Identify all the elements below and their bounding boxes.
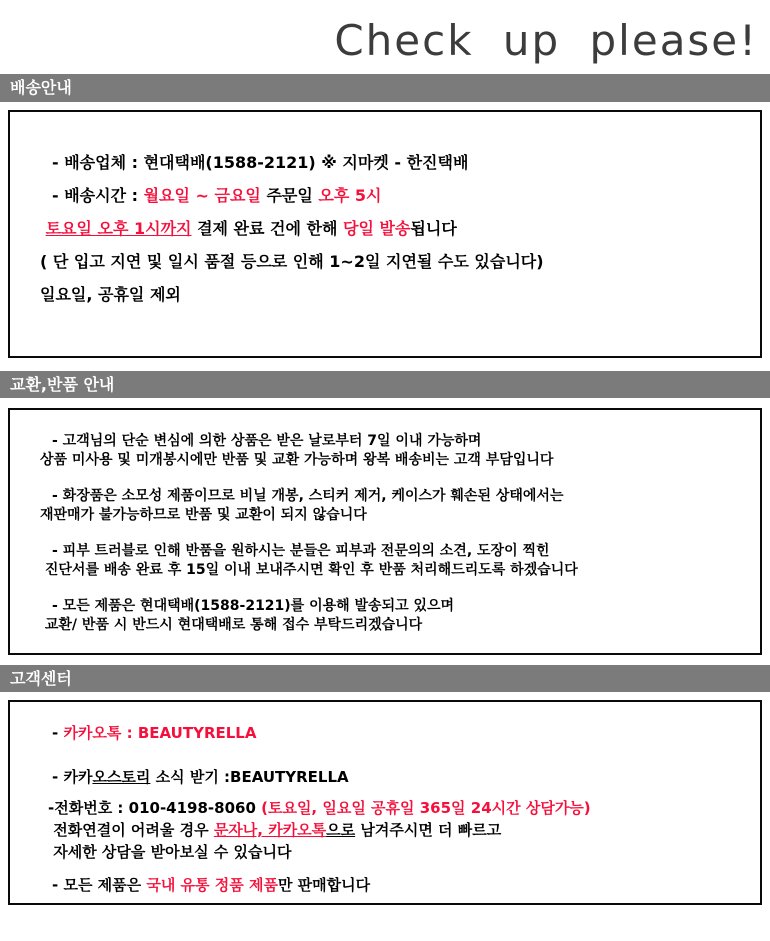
text-segment: 오스토리 — [92, 768, 151, 786]
paragraph — [40, 212, 744, 245]
text-line — [40, 432, 744, 451]
section-header-customer-center: 고객센터 — [0, 665, 770, 692]
text-segment: 자세한 상담을 받아보실 수 있습니다 — [48, 843, 292, 861]
text-segment: 토요일 오후 1시까지 — [45, 219, 192, 238]
paragraph — [40, 487, 744, 525]
paragraph — [48, 766, 744, 788]
text-segment: 교환/ 반품 시 반드시 현대택배로 통해 접수 부탁드리겠습니다 — [40, 617, 423, 633]
text-segment: 전화연결이 어려울 경우 — [48, 821, 214, 839]
text-segment: 월요일 ~ 금요일 — [143, 186, 261, 205]
text-segment: - 모든 제품은 — [52, 876, 147, 894]
text-segment: 결제 완료 건에 한해 — [191, 219, 343, 238]
text-line — [40, 278, 744, 311]
exchange-return-info-box — [8, 408, 762, 655]
section-header-shipping-info: 배송안내 — [0, 74, 770, 102]
text-line — [40, 561, 744, 580]
text-segment: 일요일, 공휴일 제외 — [40, 285, 181, 304]
paragraph — [40, 146, 744, 179]
text-segment: 주문일 — [260, 186, 319, 205]
text-segment: 됩니다 — [410, 219, 457, 238]
text-line — [48, 766, 744, 788]
text-segment: (토요일, 일요일 공휴일 365일 24시간 상담가능) — [261, 799, 591, 817]
text-line — [40, 245, 744, 278]
text-line — [48, 874, 744, 896]
paragraph — [48, 797, 744, 863]
text-segment: - — [52, 724, 64, 742]
text-line — [48, 797, 744, 819]
text-segment: 남겨주시면 더 빠르고 — [355, 821, 502, 839]
text-line — [40, 597, 744, 616]
paragraph — [48, 874, 744, 896]
text-line — [48, 841, 744, 863]
paragraph — [40, 432, 744, 470]
text-segment: 카카오톡 : BEAUTYRELLA — [63, 724, 257, 742]
text-segment: 소식 받기 :BEAUTYRELLA — [150, 768, 349, 786]
text-segment: ( 단 입고 지연 및 일시 품절 등으로 인해 1~2일 지연될 수도 있습니다) — [40, 252, 544, 271]
page-title: Check up please! — [334, 16, 758, 65]
paragraph — [40, 278, 744, 311]
section-header-exchange-return-info: 교환,반품 안내 — [0, 371, 770, 398]
text-segment: 재판매가 불가능하므로 반품 및 교환이 되지 않습니다 — [40, 507, 367, 523]
text-segment: - 배송업체 : 현대택배(1588-2121) ※ 지마켓 - 한진택배 — [52, 153, 469, 172]
text-segment: 으로 — [326, 821, 356, 839]
customer-center-box — [8, 700, 762, 905]
text-segment: 진단서를 배송 완료 후 15일 이내 보내주시면 확인 후 반품 처리해드리도록 하겠습니다 — [40, 562, 578, 578]
text-segment: - 카카 — [52, 768, 93, 786]
text-segment: 문자나, 카카오톡 — [213, 821, 327, 839]
text-segment: -전화번호 : 010-4198-8060 — [48, 799, 262, 817]
text-segment: 국내 유통 정품 제품 — [146, 876, 278, 894]
text-segment: - 모든 제품은 현대택배(1588-2121)를 이용해 발송되고 있으며 — [52, 598, 455, 614]
paragraph — [40, 542, 744, 580]
text-segment: - 고객님의 단순 변심에 의한 상품은 받은 날로부터 7일 이내 가능하며 — [52, 433, 482, 449]
text-line — [40, 616, 744, 635]
paragraph — [40, 179, 744, 212]
text-segment: 만 판매합니다 — [277, 876, 371, 894]
text-line — [48, 722, 744, 744]
text-line — [40, 212, 744, 245]
text-line — [40, 451, 744, 470]
paragraph — [40, 597, 744, 635]
text-line — [40, 506, 744, 525]
shipping-info-box — [8, 110, 762, 358]
text-line — [40, 542, 744, 561]
text-segment: 당일 발송 — [343, 219, 411, 238]
text-line — [40, 487, 744, 506]
text-line — [40, 146, 744, 179]
text-segment: - 배송시간 : — [52, 186, 144, 205]
paragraph — [48, 722, 744, 744]
text-segment: - 화장품은 소모성 제품이므로 비닐 개봉, 스티커 제거, 케이스가 훼손된 상태에서는 — [52, 488, 564, 504]
paragraph — [40, 245, 744, 278]
text-line — [40, 179, 744, 212]
text-segment: 상품 미사용 및 미개봉시에만 반품 및 교환 가능하며 왕복 배송비는 고객 부담입니다 — [40, 452, 554, 468]
text-line — [48, 819, 744, 841]
text-segment: - 피부 트러블로 인해 반품을 원하시는 분들은 피부과 전문의의 소견, 도장이 찍힌 — [52, 543, 550, 559]
text-segment: 오후 5시 — [318, 186, 382, 205]
